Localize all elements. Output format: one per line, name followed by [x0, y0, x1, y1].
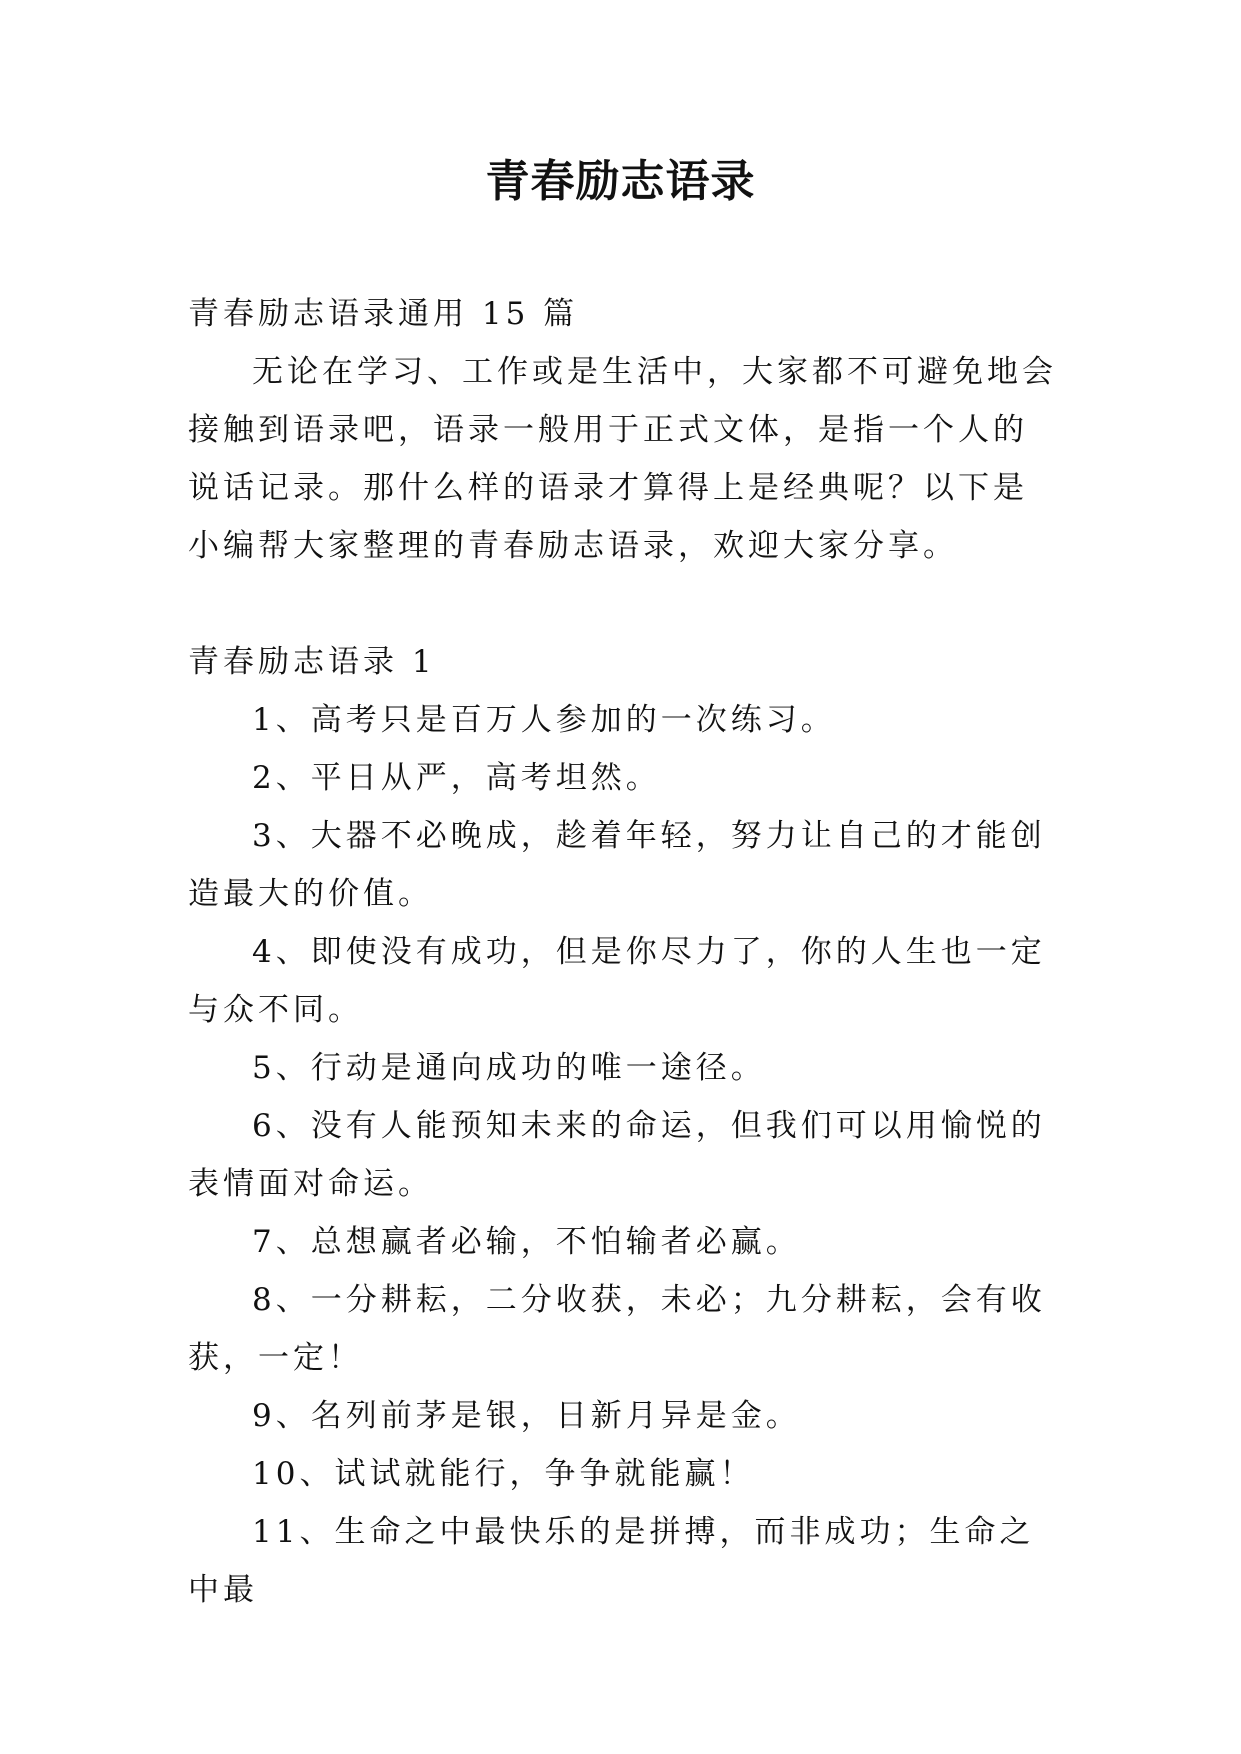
quote-item: 4、即使没有成功，但是你尽力了，你的人生也一定与众不同。	[188, 934, 1046, 1028]
document-title: 青春励志语录	[485, 156, 756, 207]
quote-item: 7、总想赢者必输，不怕输者必赢。	[252, 1224, 801, 1260]
section-heading: 青春励志语录 1	[188, 644, 436, 680]
intro-paragraph: 无论在学习、工作或是生活中，大家都不可避免地会接触到语录吧，语录一般用于正式文体，是指一个人的说话记录。那什么样的语录才算得上是经典呢？以下是小编帮大家整理的青春励志语录，欢迎大家分享。	[188, 354, 1057, 564]
quote-item: 2、平日从严，高考坦然。	[252, 760, 661, 796]
quote-item: 10、试试就能行，争争就能赢！	[252, 1456, 755, 1492]
quote-item: 1、高考只是百万人参加的一次练习。	[252, 702, 836, 738]
quote-item: 9、名列前茅是银，日新月异是金。	[252, 1398, 801, 1434]
quote-item: 6、没有人能预知未来的命运，但我们可以用愉悦的表情面对命运。	[188, 1108, 1046, 1202]
document-body	[188, 285, 1058, 1619]
quote-item: 11、生命之中最快乐的是拼搏，而非成功；生命之中最	[188, 1514, 1035, 1608]
quote-item: 3、大器不必晚成，趁着年轻，努力让自己的才能创造最大的价值。	[188, 818, 1046, 912]
quote-item: 8、一分耕耘，二分收获，未必；九分耕耘，会有收获，一定！	[188, 1282, 1046, 1376]
document-subtitle: 青春励志语录通用 15 篇	[188, 296, 579, 332]
quote-item: 5、行动是通向成功的唯一途径。	[252, 1050, 766, 1086]
